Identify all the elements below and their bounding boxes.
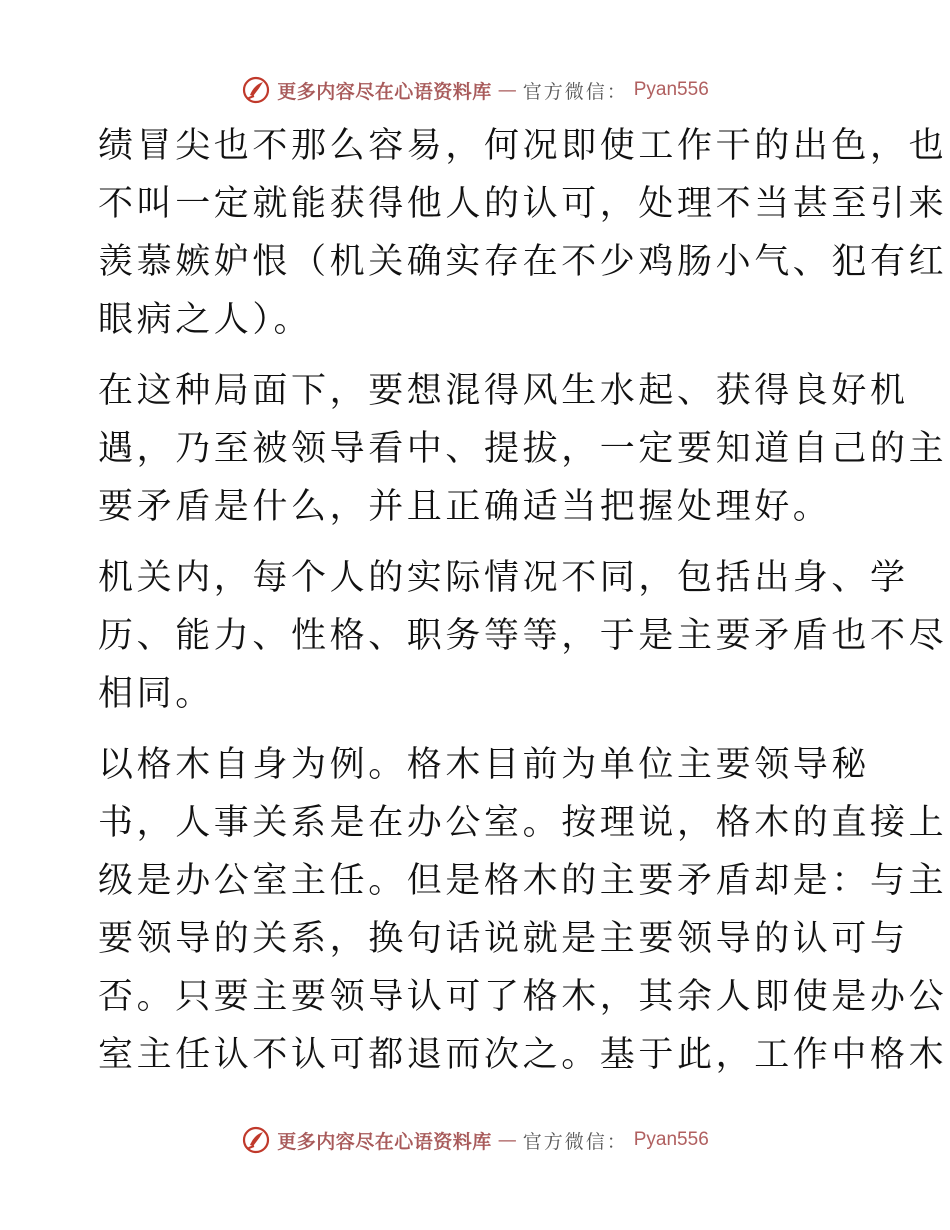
paragraph — [98, 549, 948, 723]
text-line: 眼病之人）。 — [98, 300, 313, 340]
watermark-handle: Pyan556 — [633, 1129, 709, 1150]
text-line: 绩冒尖也不那么容易，何况即使工作干的出色，也 — [98, 126, 948, 166]
text-line: 以格木自身为例。格木目前为单位主要领导秘 — [98, 745, 871, 785]
text-line: 要矛盾是什么，并且正确适当把握处理好。 — [98, 487, 832, 527]
text-line: 级是办公室主任。但是格木的主要矛盾却是：与主 — [98, 861, 948, 901]
text-line: 遇，乃至被领导看中、提拔，一定要知道自己的主 — [98, 429, 948, 469]
text-line: 机关内，每个人的实际情况不同，包括出身、学 — [98, 558, 909, 598]
footer-watermark — [0, 1120, 950, 1160]
paragraph — [98, 362, 948, 536]
brush-logo-icon — [241, 75, 271, 105]
text-line: 在这种局面下，要想混得风生水起、获得良好机 — [98, 371, 909, 411]
document-body — [98, 117, 948, 1097]
watermark-site-text: 更多内容尽在心语资料库 — [277, 80, 492, 103]
text-line: 羡慕嫉妒恨（机关确实存在不少鸡肠小气、犯有红 — [98, 242, 948, 282]
text-line: 书，人事关系是在办公室。按理说，格木的直接上 — [98, 803, 948, 843]
text-line: 相同。 — [98, 674, 214, 714]
paragraph — [98, 117, 948, 349]
text-line: 否。只要主要领导认可了格木，其余人即使是办公 — [98, 977, 948, 1017]
text-line: 要领导的关系，换句话说就是主要领导的认可与 — [98, 919, 909, 959]
watermark-official-label: 官方微信： — [522, 1130, 628, 1153]
watermark-separator: — — [497, 1129, 517, 1151]
text-line: 不叫一定就能获得他人的认可，处理不当甚至引来 — [98, 184, 948, 224]
paragraph — [98, 736, 948, 1084]
watermark-handle: Pyan556 — [633, 79, 709, 100]
watermark-site-text: 更多内容尽在心语资料库 — [277, 1130, 492, 1153]
text-line: 室主任认不认可都退而次之。基于此，工作中格木 — [98, 1035, 948, 1075]
watermark-official-label: 官方微信： — [522, 80, 628, 103]
header-watermark — [0, 70, 950, 110]
brush-logo-icon — [241, 1125, 271, 1155]
watermark-separator: — — [497, 79, 517, 101]
text-line: 历、能力、性格、职务等等，于是主要矛盾也不尽 — [98, 616, 948, 656]
